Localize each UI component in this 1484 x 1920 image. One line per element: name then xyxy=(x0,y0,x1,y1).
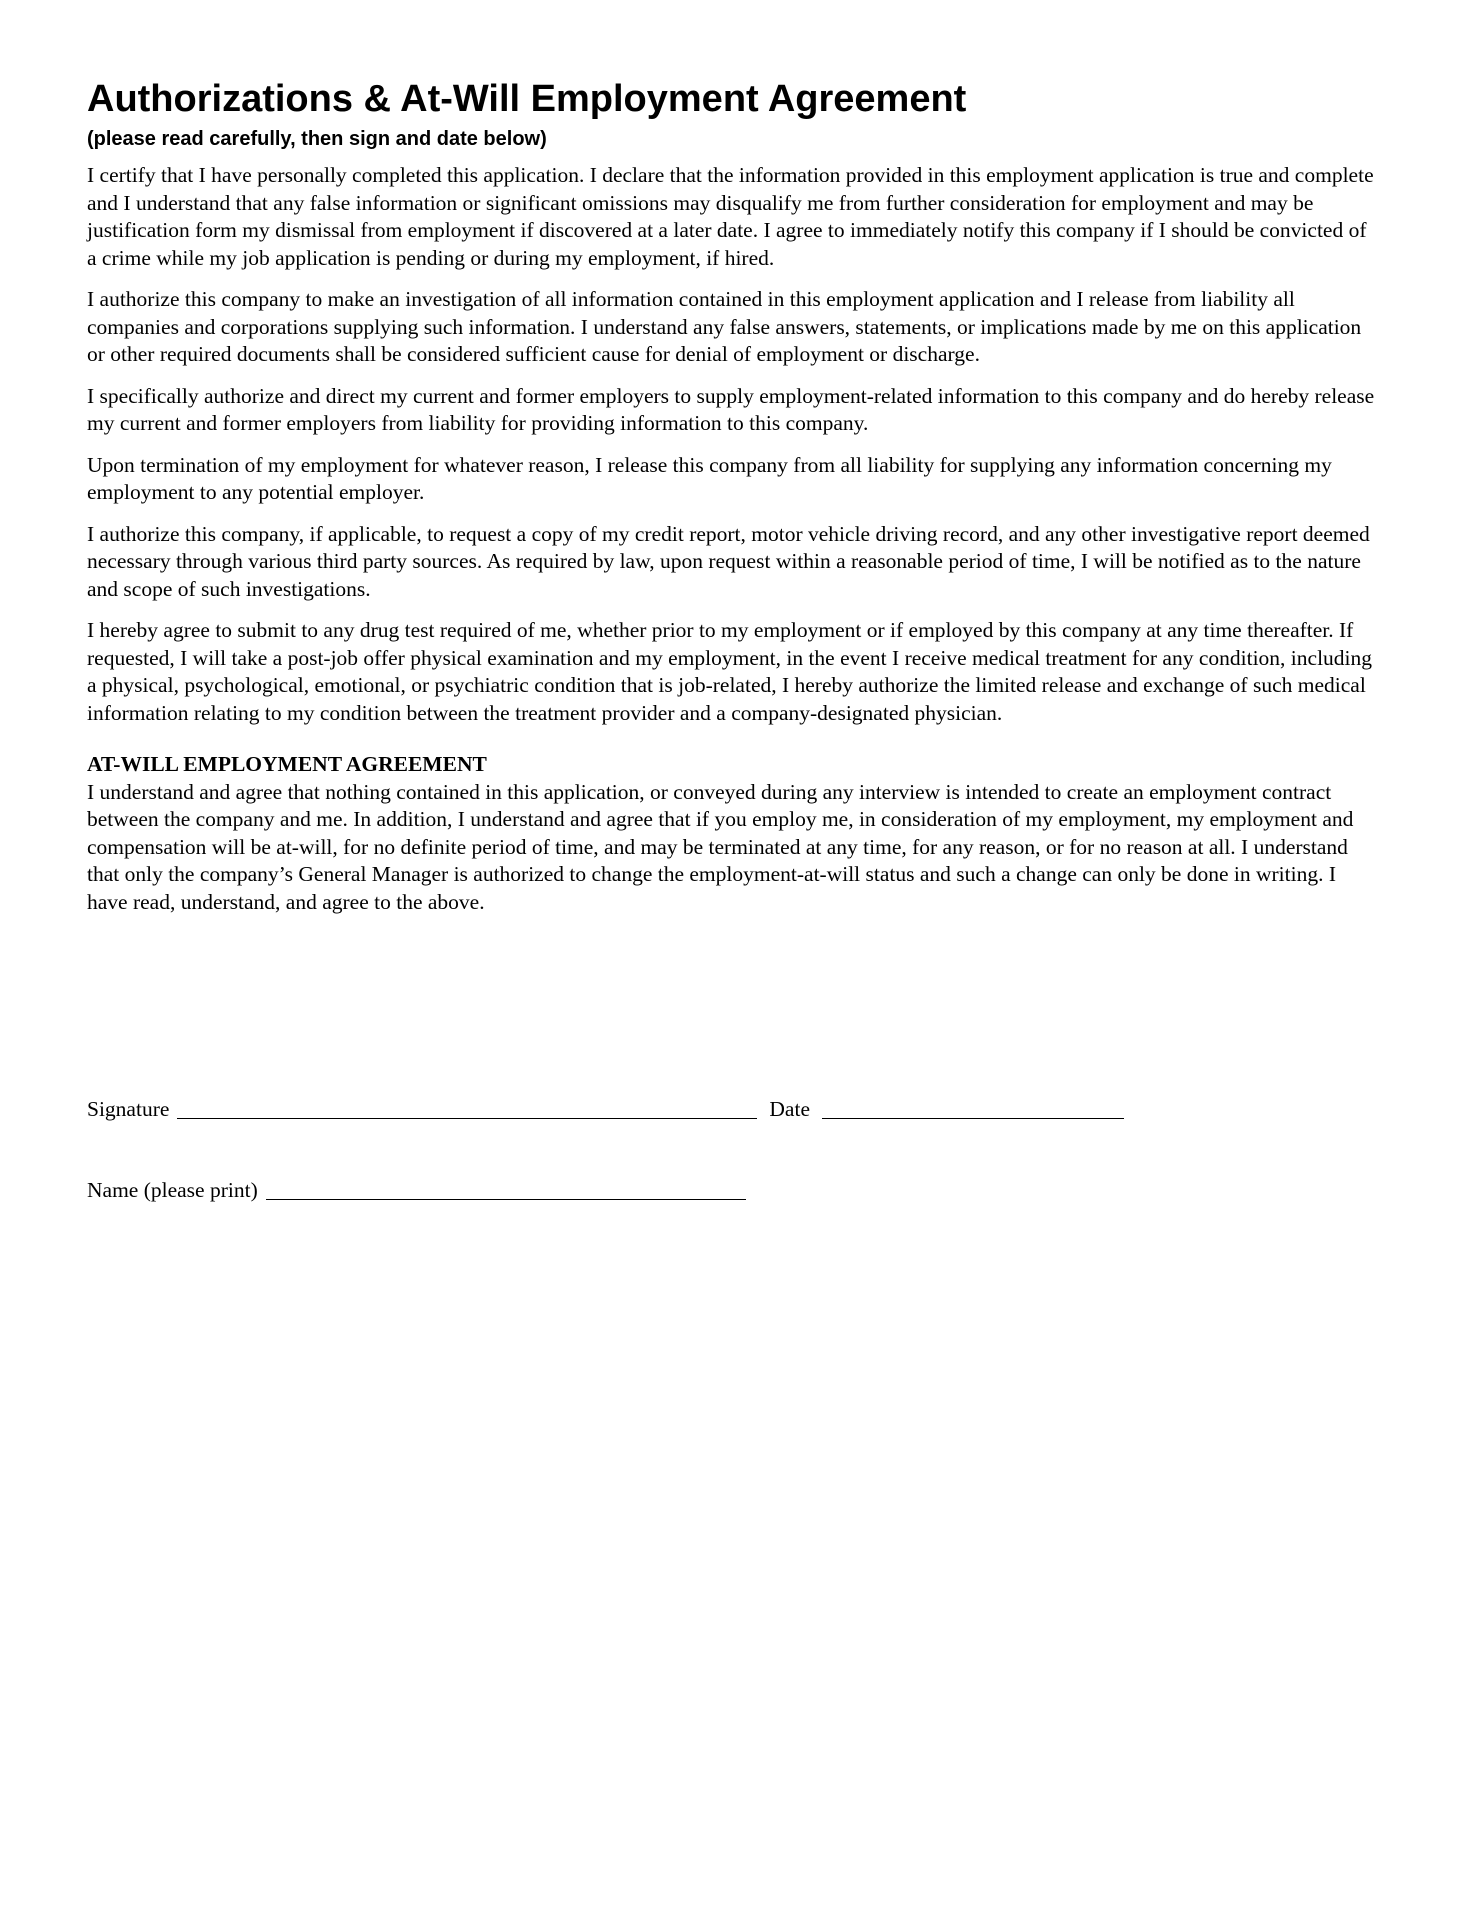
investigation-paragraph: I authorize this company to make an investigation of all information contained in this employment application and I release from liability all companies and corporations supplying such information. I understand any false answers, statements, or implications made by me on this application or other required documents shall be considered sufficient cause for denial of employment or discharge. xyxy=(87,287,1362,366)
date-label: Date xyxy=(769,1097,810,1121)
credit-report-paragraph: I authorize this company, if applicable, to request a copy of my credit report, motor vehicle driving record, and any other investigative report deemed necessary through various third party sources. As required by law, upon request within a reasonable period of time, I will be notified as to the nature and scope of such investigations. xyxy=(87,521,1370,601)
certification-paragraph: I certify that I have personally completed this application. I declare that the information provided in this employment application is true and complete and I understand that any false information or significant omissions may disqualify me from further consideration for employment and may be justification form my dismissal from employment if discovered at a later date. I agree to immediately notify this company if I should be convicted of a crime while my job application is pending or during my employment, if hired. xyxy=(87,163,1374,270)
signature-field[interactable] xyxy=(177,1096,757,1119)
page-subtitle: (please read carefully, then sign and date below) xyxy=(87,128,547,150)
at-will-paragraph: I understand and agree that nothing contained in this application, or conveyed during any interview is intended to create an employment contract between the company and me. In addition, I understand and agree that if you employ me, in consideration of my employment, my employment and compensation will be at-will, for no definite period of time, and may be terminated at any time, for any reason, or for no reason at all. I understand that only the company’s General Manager is authorized to change the employment-at-will status and such a change can only be done in writing. I have read, understand, and agree to the above. xyxy=(87,779,1354,914)
date-field[interactable] xyxy=(822,1096,1124,1119)
at-will-heading: AT-WILL EMPLOYMENT AGREEMENT xyxy=(87,752,487,776)
employer-release-paragraph: I specifically authorize and direct my current and former employers to supply employment-related information to this company and do hereby release my current and former employers from liability for providing information to this company. xyxy=(87,383,1375,435)
signature-row xyxy=(87,1096,1124,1123)
page-title: Authorizations & At-Will Employment Agreement xyxy=(87,78,967,120)
signature-label: Signature xyxy=(87,1097,170,1121)
name-field[interactable] xyxy=(266,1177,746,1200)
agreement-page xyxy=(87,76,1377,930)
termination-paragraph: Upon termination of my employment for whatever reason, I release this company from all liability for supplying any information concerning my employment to any potential employer. xyxy=(87,452,1332,504)
name-label: Name (please print) xyxy=(87,1178,258,1202)
name-row xyxy=(87,1177,746,1204)
drug-test-paragraph: I hereby agree to submit to any drug test required of me, whether prior to my employment or if employed by this company at any time thereafter. If requested, I will take a post-job offer physical examination and my employment, in the event I receive medical treatment for any condition, including a physical, psychological, emotional, or psychiatric condition that is job-related, I hereby authorize the limited release and exchange of such medical information relating to my condition between the treatment provider and a company-designated physician. xyxy=(87,618,1373,725)
